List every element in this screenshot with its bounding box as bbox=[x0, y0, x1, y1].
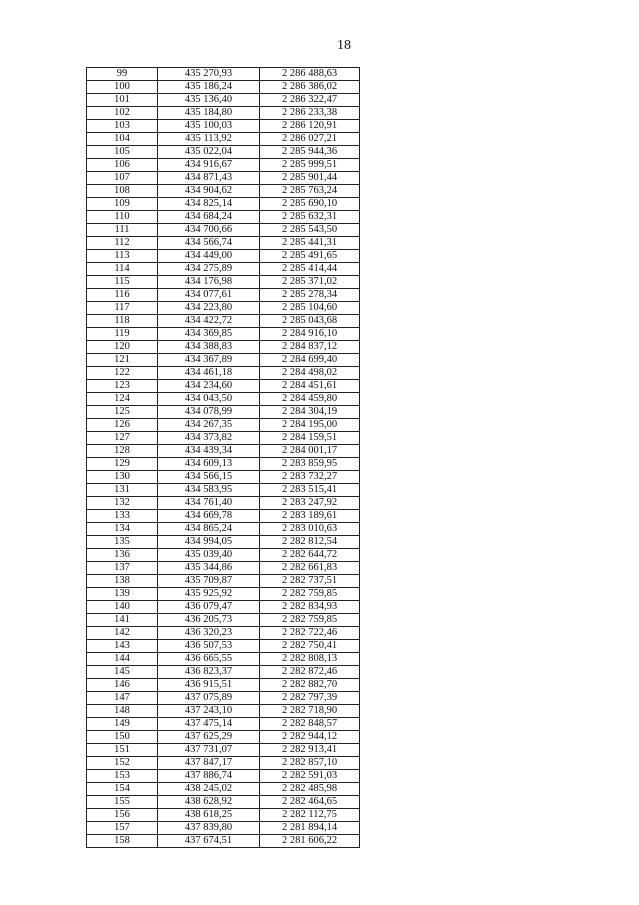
x-coordinate-cell: 434 275,89 bbox=[158, 263, 260, 276]
table-row bbox=[87, 68, 360, 81]
table-row bbox=[87, 536, 360, 549]
y-coordinate-cell: 2 285 371,02 bbox=[260, 276, 360, 289]
table-row bbox=[87, 380, 360, 393]
point-number-cell: 125 bbox=[87, 406, 158, 419]
point-number-cell: 101 bbox=[87, 94, 158, 107]
point-number-cell: 106 bbox=[87, 159, 158, 172]
x-coordinate-cell: 434 871,43 bbox=[158, 172, 260, 185]
x-coordinate-cell: 434 078,99 bbox=[158, 406, 260, 419]
x-coordinate-cell: 437 839,80 bbox=[158, 822, 260, 835]
point-number-cell: 132 bbox=[87, 497, 158, 510]
point-number-cell: 99 bbox=[87, 68, 158, 81]
x-coordinate-cell: 434 825,14 bbox=[158, 198, 260, 211]
x-coordinate-cell: 435 709,87 bbox=[158, 575, 260, 588]
table-row bbox=[87, 120, 360, 133]
y-coordinate-cell: 2 282 872,46 bbox=[260, 666, 360, 679]
point-number-cell: 133 bbox=[87, 510, 158, 523]
y-coordinate-cell: 2 286 488,63 bbox=[260, 68, 360, 81]
y-coordinate-cell: 2 285 278,34 bbox=[260, 289, 360, 302]
x-coordinate-cell: 435 100,03 bbox=[158, 120, 260, 133]
table-row bbox=[87, 510, 360, 523]
y-coordinate-cell: 2 282 112,75 bbox=[260, 809, 360, 822]
x-coordinate-cell: 434 609,13 bbox=[158, 458, 260, 471]
x-coordinate-cell: 434 367,89 bbox=[158, 354, 260, 367]
y-coordinate-cell: 2 282 882,70 bbox=[260, 679, 360, 692]
y-coordinate-cell: 2 283 859,95 bbox=[260, 458, 360, 471]
table-row bbox=[87, 744, 360, 757]
point-number-cell: 113 bbox=[87, 250, 158, 263]
x-coordinate-cell: 434 077,61 bbox=[158, 289, 260, 302]
table-row bbox=[87, 822, 360, 835]
y-coordinate-cell: 2 284 001,17 bbox=[260, 445, 360, 458]
point-number-cell: 155 bbox=[87, 796, 158, 809]
y-coordinate-cell: 2 282 812,54 bbox=[260, 536, 360, 549]
y-coordinate-cell: 2 282 834,93 bbox=[260, 601, 360, 614]
x-coordinate-cell: 436 665,55 bbox=[158, 653, 260, 666]
point-number-cell: 136 bbox=[87, 549, 158, 562]
x-coordinate-cell: 437 731,07 bbox=[158, 744, 260, 757]
point-number-cell: 135 bbox=[87, 536, 158, 549]
point-number-cell: 139 bbox=[87, 588, 158, 601]
y-coordinate-cell: 2 283 247,92 bbox=[260, 497, 360, 510]
y-coordinate-cell: 2 285 944,36 bbox=[260, 146, 360, 159]
x-coordinate-cell: 436 915,51 bbox=[158, 679, 260, 692]
page-number: 18 bbox=[337, 38, 351, 53]
y-coordinate-cell: 2 282 759,85 bbox=[260, 588, 360, 601]
x-coordinate-cell: 434 388,83 bbox=[158, 341, 260, 354]
x-coordinate-cell: 434 583,95 bbox=[158, 484, 260, 497]
table-row bbox=[87, 614, 360, 627]
y-coordinate-cell: 2 285 441,31 bbox=[260, 237, 360, 250]
y-coordinate-cell: 2 283 732,27 bbox=[260, 471, 360, 484]
point-number-cell: 104 bbox=[87, 133, 158, 146]
table-row bbox=[87, 250, 360, 263]
y-coordinate-cell: 2 282 722,46 bbox=[260, 627, 360, 640]
table-row bbox=[87, 237, 360, 250]
table-row bbox=[87, 81, 360, 94]
table-row bbox=[87, 640, 360, 653]
x-coordinate-cell: 434 449,00 bbox=[158, 250, 260, 263]
table-row bbox=[87, 133, 360, 146]
table-row bbox=[87, 367, 360, 380]
point-number-cell: 131 bbox=[87, 484, 158, 497]
y-coordinate-cell: 2 282 661,83 bbox=[260, 562, 360, 575]
point-number-cell: 119 bbox=[87, 328, 158, 341]
x-coordinate-cell: 434 369,85 bbox=[158, 328, 260, 341]
point-number-cell: 145 bbox=[87, 666, 158, 679]
y-coordinate-cell: 2 284 498,02 bbox=[260, 367, 360, 380]
y-coordinate-cell: 2 283 515,41 bbox=[260, 484, 360, 497]
point-number-cell: 123 bbox=[87, 380, 158, 393]
table-row bbox=[87, 731, 360, 744]
x-coordinate-cell: 434 439,34 bbox=[158, 445, 260, 458]
x-coordinate-cell: 435 925,92 bbox=[158, 588, 260, 601]
table-row bbox=[87, 523, 360, 536]
x-coordinate-cell: 435 344,86 bbox=[158, 562, 260, 575]
x-coordinate-cell: 435 039,40 bbox=[158, 549, 260, 562]
x-coordinate-cell: 434 373,82 bbox=[158, 432, 260, 445]
table-row bbox=[87, 419, 360, 432]
x-coordinate-cell: 434 043,50 bbox=[158, 393, 260, 406]
point-number-cell: 120 bbox=[87, 341, 158, 354]
y-coordinate-cell: 2 284 195,00 bbox=[260, 419, 360, 432]
y-coordinate-cell: 2 285 999,51 bbox=[260, 159, 360, 172]
x-coordinate-cell: 437 847,17 bbox=[158, 757, 260, 770]
y-coordinate-cell: 2 283 010,63 bbox=[260, 523, 360, 536]
x-coordinate-cell: 434 422,72 bbox=[158, 315, 260, 328]
point-number-cell: 105 bbox=[87, 146, 158, 159]
table-row bbox=[87, 458, 360, 471]
point-number-cell: 109 bbox=[87, 198, 158, 211]
point-number-cell: 147 bbox=[87, 692, 158, 705]
point-number-cell: 146 bbox=[87, 679, 158, 692]
point-number-cell: 103 bbox=[87, 120, 158, 133]
y-coordinate-cell: 2 284 916,10 bbox=[260, 328, 360, 341]
table-row bbox=[87, 276, 360, 289]
x-coordinate-cell: 434 684,24 bbox=[158, 211, 260, 224]
y-coordinate-cell: 2 284 837,12 bbox=[260, 341, 360, 354]
y-coordinate-cell: 2 286 386,02 bbox=[260, 81, 360, 94]
x-coordinate-cell: 434 669,78 bbox=[158, 510, 260, 523]
table-row bbox=[87, 718, 360, 731]
table-row bbox=[87, 770, 360, 783]
table-row bbox=[87, 159, 360, 172]
table-row bbox=[87, 679, 360, 692]
point-number-cell: 148 bbox=[87, 705, 158, 718]
table-row bbox=[87, 185, 360, 198]
point-number-cell: 117 bbox=[87, 302, 158, 315]
y-coordinate-cell: 2 281 606,22 bbox=[260, 835, 360, 848]
point-number-cell: 140 bbox=[87, 601, 158, 614]
x-coordinate-cell: 437 243,10 bbox=[158, 705, 260, 718]
table-row bbox=[87, 354, 360, 367]
x-coordinate-cell: 434 994,05 bbox=[158, 536, 260, 549]
y-coordinate-cell: 2 285 543,50 bbox=[260, 224, 360, 237]
point-number-cell: 127 bbox=[87, 432, 158, 445]
point-number-cell: 128 bbox=[87, 445, 158, 458]
point-number-cell: 150 bbox=[87, 731, 158, 744]
point-number-cell: 114 bbox=[87, 263, 158, 276]
point-number-cell: 156 bbox=[87, 809, 158, 822]
point-number-cell: 151 bbox=[87, 744, 158, 757]
point-number-cell: 141 bbox=[87, 614, 158, 627]
table-row bbox=[87, 94, 360, 107]
coordinates-table-body bbox=[87, 68, 360, 848]
point-number-cell: 157 bbox=[87, 822, 158, 835]
y-coordinate-cell: 2 286 120,91 bbox=[260, 120, 360, 133]
table-row bbox=[87, 224, 360, 237]
table-row bbox=[87, 172, 360, 185]
table-row bbox=[87, 263, 360, 276]
table-row bbox=[87, 588, 360, 601]
y-coordinate-cell: 2 282 718,90 bbox=[260, 705, 360, 718]
x-coordinate-cell: 435 186,24 bbox=[158, 81, 260, 94]
table-row bbox=[87, 315, 360, 328]
x-coordinate-cell: 434 761,40 bbox=[158, 497, 260, 510]
table-row bbox=[87, 211, 360, 224]
table-row bbox=[87, 406, 360, 419]
point-number-cell: 130 bbox=[87, 471, 158, 484]
table-row bbox=[87, 289, 360, 302]
y-coordinate-cell: 2 285 901,44 bbox=[260, 172, 360, 185]
point-number-cell: 137 bbox=[87, 562, 158, 575]
y-coordinate-cell: 2 282 737,51 bbox=[260, 575, 360, 588]
point-number-cell: 102 bbox=[87, 107, 158, 120]
y-coordinate-cell: 2 282 644,72 bbox=[260, 549, 360, 562]
y-coordinate-cell: 2 282 797,39 bbox=[260, 692, 360, 705]
x-coordinate-cell: 438 245,02 bbox=[158, 783, 260, 796]
y-coordinate-cell: 2 286 233,38 bbox=[260, 107, 360, 120]
y-coordinate-cell: 2 284 451,61 bbox=[260, 380, 360, 393]
x-coordinate-cell: 438 618,25 bbox=[158, 809, 260, 822]
table-row bbox=[87, 302, 360, 315]
x-coordinate-cell: 434 865,24 bbox=[158, 523, 260, 536]
y-coordinate-cell: 2 284 459,80 bbox=[260, 393, 360, 406]
x-coordinate-cell: 437 886,74 bbox=[158, 770, 260, 783]
x-coordinate-cell: 434 566,74 bbox=[158, 237, 260, 250]
table-row bbox=[87, 471, 360, 484]
y-coordinate-cell: 2 285 491,65 bbox=[260, 250, 360, 263]
y-coordinate-cell: 2 282 485,98 bbox=[260, 783, 360, 796]
y-coordinate-cell: 2 285 632,31 bbox=[260, 211, 360, 224]
y-coordinate-cell: 2 285 043,68 bbox=[260, 315, 360, 328]
y-coordinate-cell: 2 281 894,14 bbox=[260, 822, 360, 835]
point-number-cell: 115 bbox=[87, 276, 158, 289]
y-coordinate-cell: 2 284 699,40 bbox=[260, 354, 360, 367]
y-coordinate-cell: 2 282 913,41 bbox=[260, 744, 360, 757]
x-coordinate-cell: 435 113,92 bbox=[158, 133, 260, 146]
y-coordinate-cell: 2 282 759,85 bbox=[260, 614, 360, 627]
table-row bbox=[87, 653, 360, 666]
x-coordinate-cell: 435 184,80 bbox=[158, 107, 260, 120]
point-number-cell: 121 bbox=[87, 354, 158, 367]
x-coordinate-cell: 434 267,35 bbox=[158, 419, 260, 432]
x-coordinate-cell: 436 507,53 bbox=[158, 640, 260, 653]
x-coordinate-cell: 434 700,66 bbox=[158, 224, 260, 237]
y-coordinate-cell: 2 282 808,13 bbox=[260, 653, 360, 666]
point-number-cell: 122 bbox=[87, 367, 158, 380]
x-coordinate-cell: 438 628,92 bbox=[158, 796, 260, 809]
x-coordinate-cell: 437 625,29 bbox=[158, 731, 260, 744]
y-coordinate-cell: 2 282 750,41 bbox=[260, 640, 360, 653]
table-row bbox=[87, 341, 360, 354]
point-number-cell: 108 bbox=[87, 185, 158, 198]
point-number-cell: 138 bbox=[87, 575, 158, 588]
x-coordinate-cell: 435 136,40 bbox=[158, 94, 260, 107]
table-row bbox=[87, 432, 360, 445]
y-coordinate-cell: 2 286 027,21 bbox=[260, 133, 360, 146]
table-row bbox=[87, 666, 360, 679]
table-row bbox=[87, 796, 360, 809]
point-number-cell: 107 bbox=[87, 172, 158, 185]
point-number-cell: 152 bbox=[87, 757, 158, 770]
x-coordinate-cell: 434 916,67 bbox=[158, 159, 260, 172]
point-number-cell: 142 bbox=[87, 627, 158, 640]
table-row bbox=[87, 809, 360, 822]
table-row bbox=[87, 601, 360, 614]
table-row bbox=[87, 705, 360, 718]
y-coordinate-cell: 2 284 159,51 bbox=[260, 432, 360, 445]
x-coordinate-cell: 434 566,15 bbox=[158, 471, 260, 484]
y-coordinate-cell: 2 282 944,12 bbox=[260, 731, 360, 744]
point-number-cell: 154 bbox=[87, 783, 158, 796]
point-number-cell: 144 bbox=[87, 653, 158, 666]
point-number-cell: 149 bbox=[87, 718, 158, 731]
x-coordinate-cell: 434 223,80 bbox=[158, 302, 260, 315]
table-row bbox=[87, 484, 360, 497]
table-row bbox=[87, 445, 360, 458]
table-row bbox=[87, 198, 360, 211]
point-number-cell: 153 bbox=[87, 770, 158, 783]
table-row bbox=[87, 107, 360, 120]
y-coordinate-cell: 2 285 104,60 bbox=[260, 302, 360, 315]
point-number-cell: 116 bbox=[87, 289, 158, 302]
x-coordinate-cell: 436 079,47 bbox=[158, 601, 260, 614]
table-row bbox=[87, 562, 360, 575]
y-coordinate-cell: 2 285 690,10 bbox=[260, 198, 360, 211]
point-number-cell: 126 bbox=[87, 419, 158, 432]
point-number-cell: 112 bbox=[87, 237, 158, 250]
y-coordinate-cell: 2 283 189,61 bbox=[260, 510, 360, 523]
y-coordinate-cell: 2 284 304,19 bbox=[260, 406, 360, 419]
table-row bbox=[87, 835, 360, 848]
x-coordinate-cell: 436 320,23 bbox=[158, 627, 260, 640]
table-row bbox=[87, 627, 360, 640]
x-coordinate-cell: 436 205,73 bbox=[158, 614, 260, 627]
x-coordinate-cell: 437 674,51 bbox=[158, 835, 260, 848]
x-coordinate-cell: 435 022,04 bbox=[158, 146, 260, 159]
table-row bbox=[87, 146, 360, 159]
table-row bbox=[87, 393, 360, 406]
table-row bbox=[87, 757, 360, 770]
point-number-cell: 118 bbox=[87, 315, 158, 328]
y-coordinate-cell: 2 282 591,03 bbox=[260, 770, 360, 783]
table-row bbox=[87, 328, 360, 341]
point-number-cell: 158 bbox=[87, 835, 158, 848]
point-number-cell: 124 bbox=[87, 393, 158, 406]
point-number-cell: 143 bbox=[87, 640, 158, 653]
table-row bbox=[87, 549, 360, 562]
x-coordinate-cell: 434 176,98 bbox=[158, 276, 260, 289]
table-row bbox=[87, 783, 360, 796]
y-coordinate-cell: 2 282 464,65 bbox=[260, 796, 360, 809]
x-coordinate-cell: 434 234,60 bbox=[158, 380, 260, 393]
coordinates-table bbox=[86, 67, 360, 848]
x-coordinate-cell: 436 823,37 bbox=[158, 666, 260, 679]
point-number-cell: 129 bbox=[87, 458, 158, 471]
y-coordinate-cell: 2 285 763,24 bbox=[260, 185, 360, 198]
table-row bbox=[87, 497, 360, 510]
point-number-cell: 110 bbox=[87, 211, 158, 224]
x-coordinate-cell: 437 475,14 bbox=[158, 718, 260, 731]
point-number-cell: 100 bbox=[87, 81, 158, 94]
y-coordinate-cell: 2 282 848,57 bbox=[260, 718, 360, 731]
point-number-cell: 134 bbox=[87, 523, 158, 536]
x-coordinate-cell: 435 270,93 bbox=[158, 68, 260, 81]
y-coordinate-cell: 2 282 857,10 bbox=[260, 757, 360, 770]
point-number-cell: 111 bbox=[87, 224, 158, 237]
table-row bbox=[87, 575, 360, 588]
x-coordinate-cell: 437 075,89 bbox=[158, 692, 260, 705]
y-coordinate-cell: 2 286 322,47 bbox=[260, 94, 360, 107]
x-coordinate-cell: 434 461,18 bbox=[158, 367, 260, 380]
x-coordinate-cell: 434 904,62 bbox=[158, 185, 260, 198]
table-row bbox=[87, 692, 360, 705]
y-coordinate-cell: 2 285 414,44 bbox=[260, 263, 360, 276]
